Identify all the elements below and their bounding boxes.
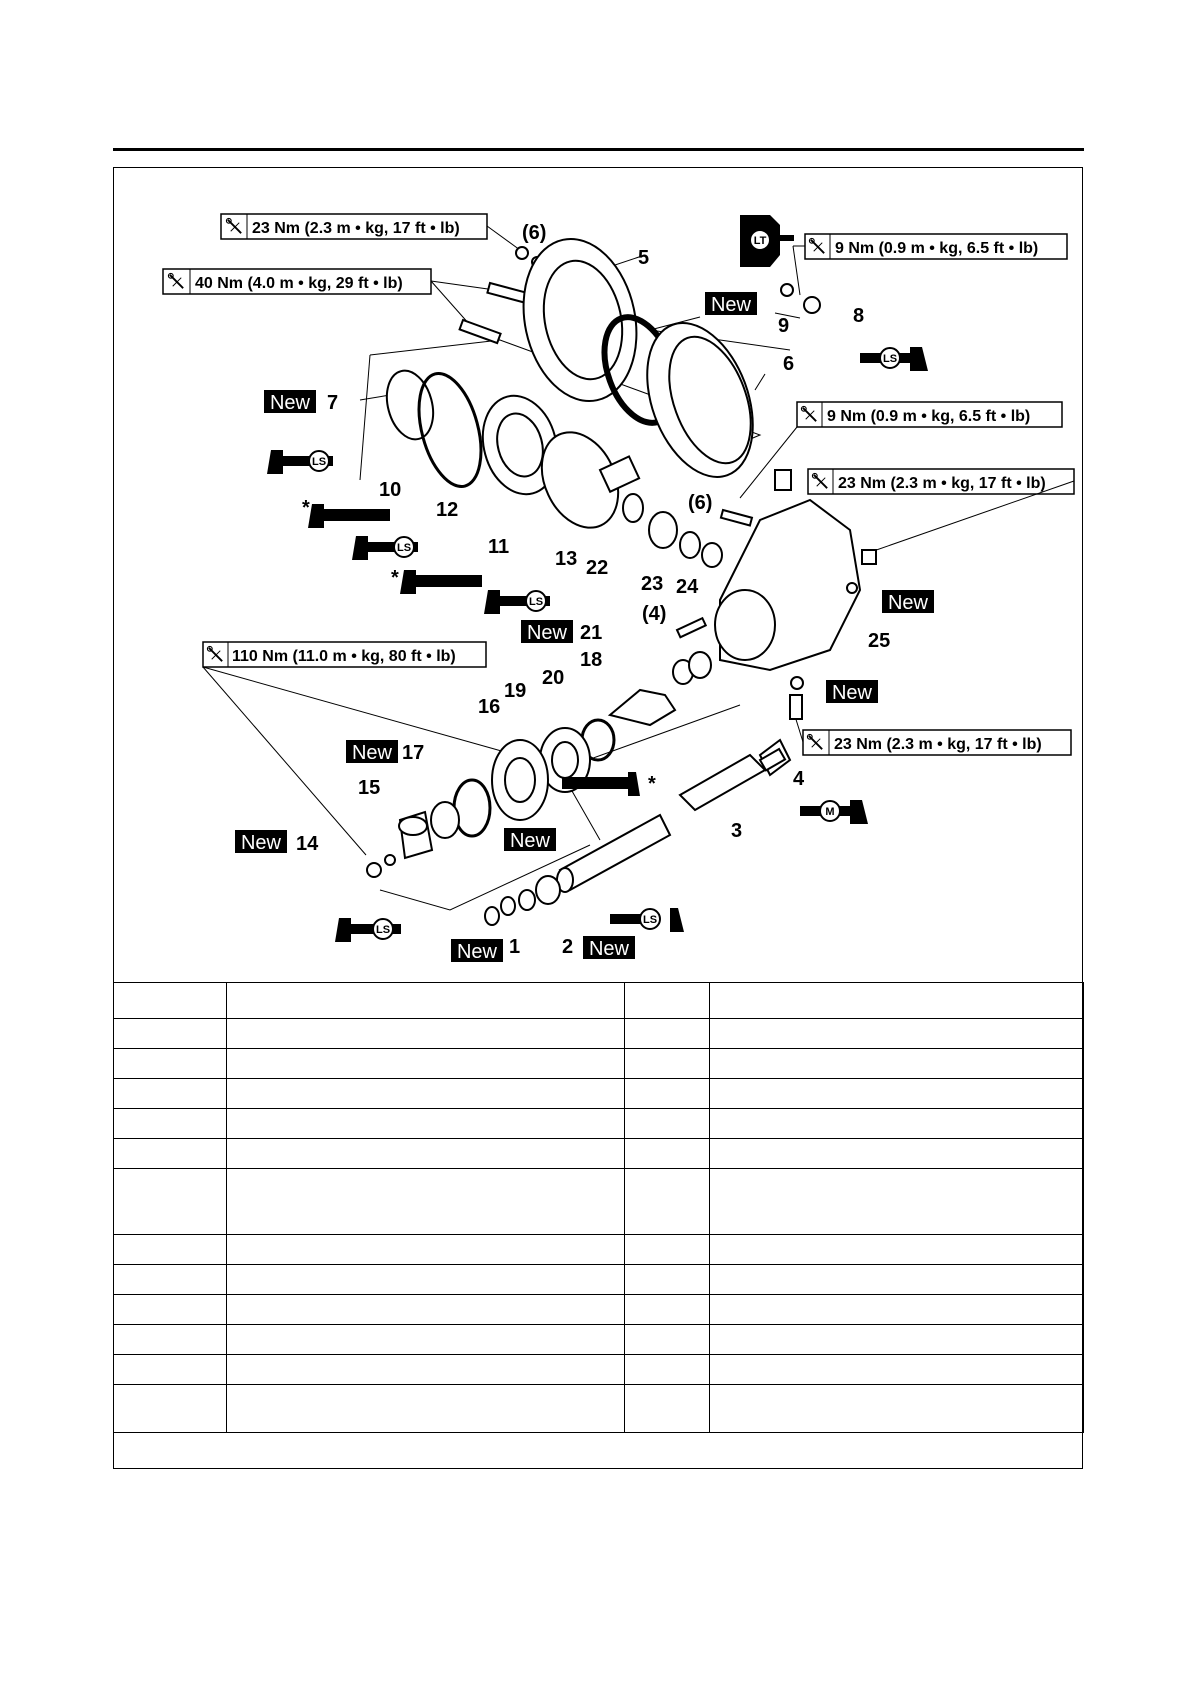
washer-14b xyxy=(385,855,395,865)
table-row xyxy=(114,1325,1084,1355)
collar-15-top xyxy=(399,817,427,835)
table-row xyxy=(114,1109,1084,1139)
ls-applicator-6 xyxy=(484,590,550,614)
torque-text-3: 9 Nm (0.9 m • kg, 6.5 ft • lb) xyxy=(835,240,1039,257)
washer-2b xyxy=(519,890,535,910)
new-badge xyxy=(235,830,287,854)
callout-5: 5 xyxy=(638,247,650,269)
callout-1: 1 xyxy=(509,936,521,958)
table-row xyxy=(114,1139,1084,1169)
callout-18: 18 xyxy=(580,649,603,671)
ls-applicator-2 xyxy=(267,450,333,474)
table-row xyxy=(114,1169,1084,1235)
callout-6-qty-b: (6) xyxy=(688,492,713,514)
new-badge xyxy=(705,292,757,316)
drain-gasket xyxy=(791,677,803,689)
stud-4 xyxy=(677,618,706,637)
new-badge xyxy=(521,620,573,644)
callout-22: 22 xyxy=(586,557,609,579)
ls-applicator-9 xyxy=(610,908,684,932)
torque-box-3 xyxy=(805,234,1067,259)
bearing-21b xyxy=(689,652,711,678)
new-badge xyxy=(451,939,503,963)
torque-box-6 xyxy=(203,642,486,667)
drain-bolt xyxy=(790,695,802,719)
washer-23 xyxy=(680,532,700,558)
shim-13 xyxy=(623,494,643,522)
torque-text-5: 23 Nm (2.3 m • kg, 17 ft • lb) xyxy=(838,475,1046,492)
svg-text:LS: LS xyxy=(396,542,412,554)
oil-seal-17 xyxy=(431,802,459,838)
callout-13: 13 xyxy=(555,548,578,570)
ls-applicator-1 xyxy=(860,347,928,371)
torque-text-6: 110 Nm (11.0 m • kg, 80 ft • lb) xyxy=(232,648,456,665)
new-badge xyxy=(583,936,635,960)
callout-24: 24 xyxy=(676,576,699,598)
bearing-housing-16-inner xyxy=(505,758,535,802)
torque-box-1 xyxy=(221,214,487,239)
callout-19: 19 xyxy=(504,680,527,702)
torque-box-7 xyxy=(803,730,1071,755)
svg-text:LS: LS xyxy=(311,456,327,468)
svg-text:New: New xyxy=(526,622,568,644)
svg-text:M: M xyxy=(825,806,835,818)
torque-text-2: 40 Nm (4.0 m • kg, 29 ft • lb) xyxy=(195,275,403,292)
table-row xyxy=(114,1265,1084,1295)
table-row xyxy=(114,1235,1084,1265)
shaft-end xyxy=(680,755,765,810)
asterisk-mark: * xyxy=(648,773,656,795)
o-ring-large xyxy=(454,780,490,836)
svg-text:New: New xyxy=(509,830,551,852)
svg-text:LS: LS xyxy=(528,596,544,608)
torque-box-4 xyxy=(797,402,1062,427)
new-badge xyxy=(882,590,934,614)
torque-text-7: 23 Nm (2.3 m • kg, 17 ft • lb) xyxy=(834,736,1042,753)
drive-shaft-3 xyxy=(560,815,670,890)
bolt xyxy=(487,283,528,303)
bushing-2 xyxy=(536,876,560,904)
stud-6 xyxy=(721,510,752,525)
callout-6-qty: (6) xyxy=(522,222,547,244)
oil-seal xyxy=(380,365,441,444)
callout-6: 6 xyxy=(783,353,795,375)
pinion-gear-18 xyxy=(610,690,675,725)
svg-text:New: New xyxy=(240,832,282,854)
callout-2: 2 xyxy=(562,936,574,958)
grease-applicator-3 xyxy=(308,504,390,528)
circlip-1a xyxy=(501,897,515,915)
callout-25: 25 xyxy=(868,630,891,652)
torque-text-4: 9 Nm (0.9 m • kg, 6.5 ft • lb) xyxy=(827,408,1031,425)
svg-text:New: New xyxy=(456,941,498,963)
m-applicator xyxy=(800,800,868,824)
bushing-24 xyxy=(702,543,722,567)
callout-14: 14 xyxy=(296,833,319,855)
bearing-22 xyxy=(649,512,677,548)
new-badge xyxy=(826,680,878,704)
torque-text-1: 23 Nm (2.3 m • kg, 17 ft • lb) xyxy=(252,220,460,237)
new-badge xyxy=(264,390,316,414)
table-row xyxy=(114,1049,1084,1079)
callout-16: 16 xyxy=(478,696,501,718)
callout-12: 12 xyxy=(436,499,459,521)
callout-20: 20 xyxy=(542,667,565,689)
svg-text:New: New xyxy=(831,682,873,704)
bolt xyxy=(460,320,501,343)
svg-text:New: New xyxy=(269,392,311,414)
table-row xyxy=(114,1355,1084,1385)
asterisk-mark: * xyxy=(302,497,310,519)
leader-lines xyxy=(203,226,1074,910)
callout-8: 8 xyxy=(853,305,865,327)
grease-applicator-5 xyxy=(400,570,482,594)
table-row xyxy=(114,1295,1084,1325)
callout-17: 17 xyxy=(402,742,425,764)
circlip-1b xyxy=(485,907,499,925)
plug-fitting xyxy=(862,550,876,564)
nut-14 xyxy=(367,863,381,877)
callout-4-qty: (4) xyxy=(642,603,667,625)
ls-applicator-8 xyxy=(335,918,401,942)
svg-text:LS: LS xyxy=(642,914,658,926)
callout-9: 9 xyxy=(778,315,790,337)
svg-text:New: New xyxy=(887,592,929,614)
svg-text:New: New xyxy=(351,742,393,764)
svg-text:LT: LT xyxy=(753,235,767,247)
plug-8 xyxy=(804,297,820,313)
new-badge xyxy=(504,828,556,852)
asterisk-mark: * xyxy=(391,567,399,589)
callout-7: 7 xyxy=(327,392,339,414)
callout-4: 4 xyxy=(793,768,805,790)
table-row xyxy=(114,1385,1084,1433)
svg-text:LS: LS xyxy=(882,353,898,365)
breather xyxy=(775,470,791,490)
table-row xyxy=(114,1019,1084,1049)
callout-23: 23 xyxy=(641,573,664,595)
table-row xyxy=(114,1079,1084,1109)
ls-applicator-4 xyxy=(352,536,418,560)
torque-box-5 xyxy=(808,469,1074,494)
callout-10: 10 xyxy=(379,479,402,501)
table-row xyxy=(114,983,1084,1019)
svg-text:LS: LS xyxy=(375,924,391,936)
callout-11: 11 xyxy=(488,536,510,558)
nut xyxy=(516,247,528,259)
svg-text:New: New xyxy=(588,938,630,960)
torque-box-2 xyxy=(163,269,431,294)
gasket-new xyxy=(847,583,857,593)
washer-9 xyxy=(781,284,793,296)
parts-table xyxy=(113,982,1084,1433)
callout-3: 3 xyxy=(731,820,743,842)
callout-15: 15 xyxy=(358,777,381,799)
bearing-19-inner xyxy=(552,742,578,778)
callout-21: 21 xyxy=(580,622,603,644)
svg-text:New: New xyxy=(710,294,752,316)
housing-bore xyxy=(715,590,775,660)
lt-bottle xyxy=(740,215,794,267)
new-badge xyxy=(346,740,398,764)
